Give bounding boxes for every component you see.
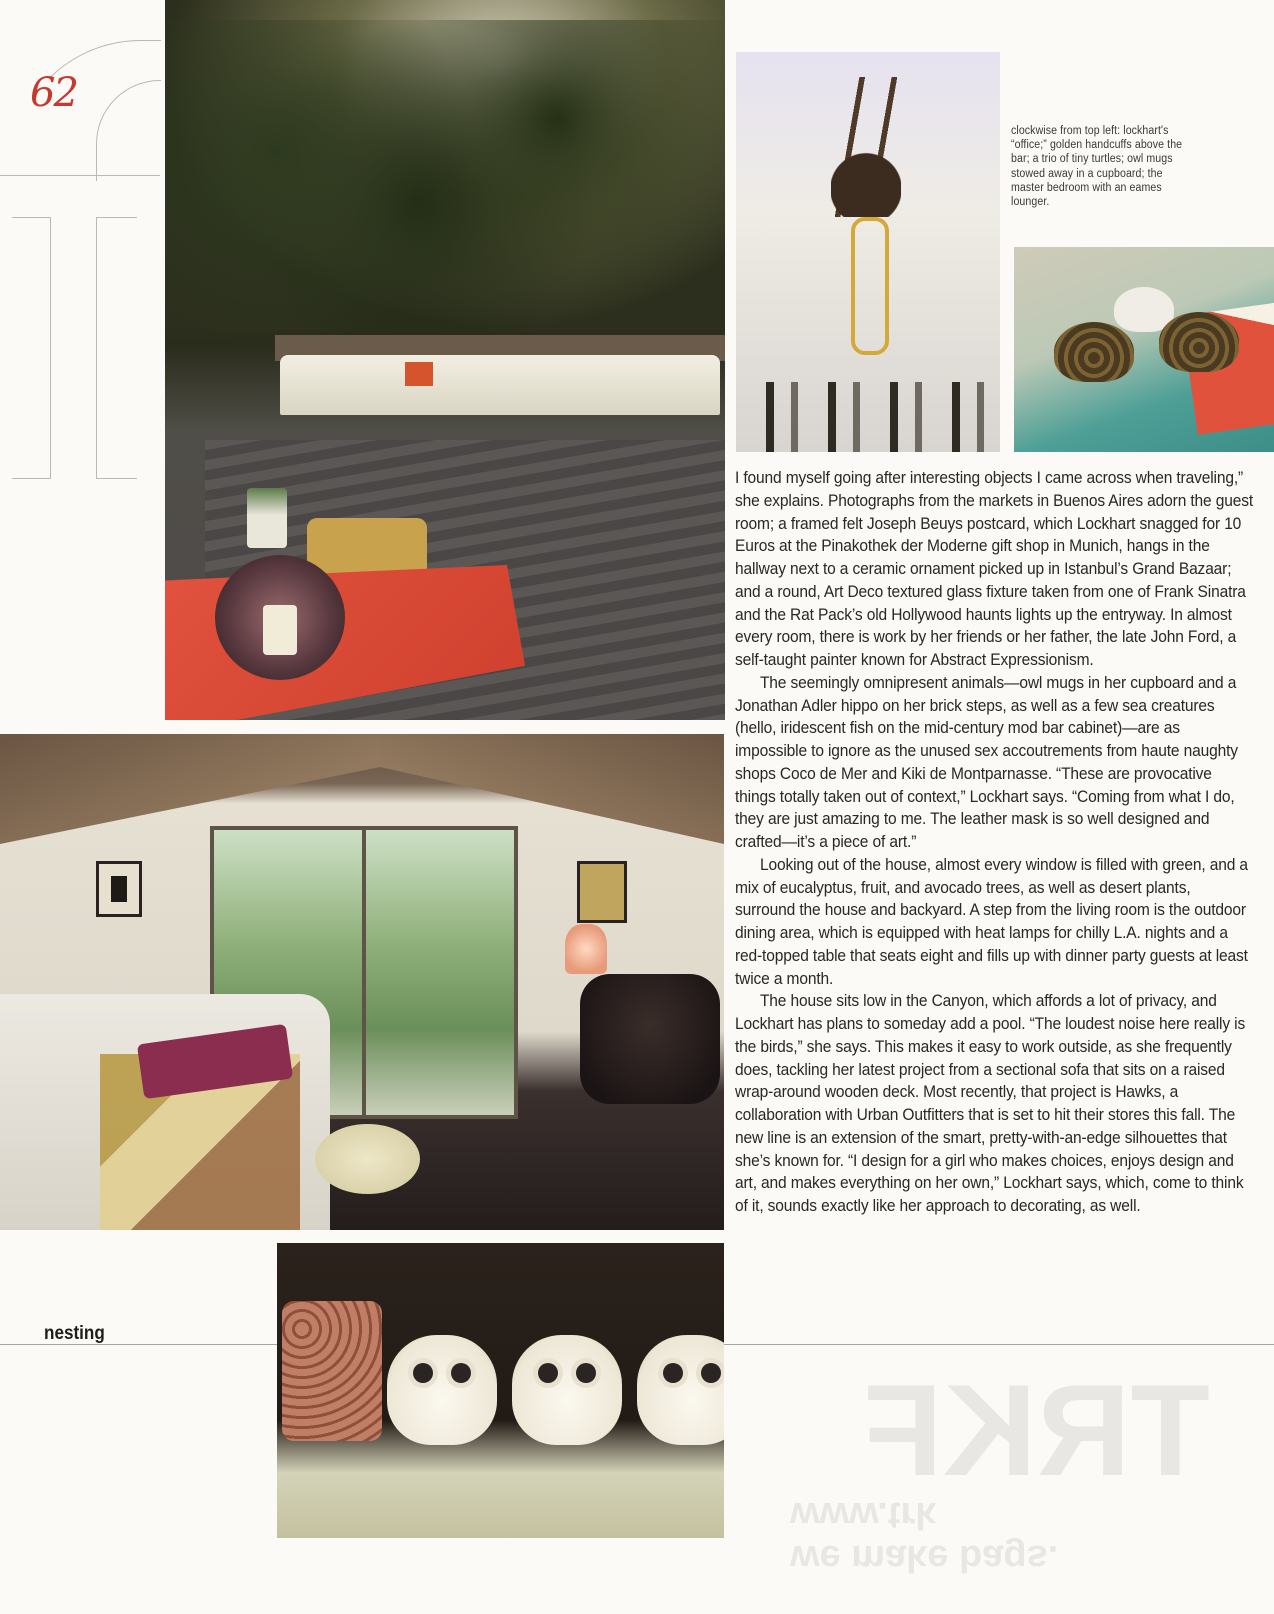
show-through-ad-brand: TRKF xyxy=(863,1357,1210,1503)
deck-photo xyxy=(165,0,725,720)
turtles-photo xyxy=(1014,247,1274,452)
section-label: nesting xyxy=(44,1323,105,1344)
show-through-ad xyxy=(790,1355,1210,1579)
antlers-handcuffs-photo xyxy=(736,52,1000,452)
show-through-ad-tagline: we make bags. www.trk xyxy=(790,1494,1059,1579)
article-paragraph: The seemingly omnipresent animals—owl mugs in her cupboard and a Jonathan Adler hippo on her brick steps, as well as a few sea creatures (hello, iridescent fish on the mid-century mod bar cabinet)—are as impossible to ignore as the unused sex accoutrements from haute naughty shops Coco de Mer and Kiki de Montparnasse. “These are provocative things totally taken out of context,” Lockhart says. “Coming from what I do, they are just amazing to me. The leather mask is so well designed and crafted—it’s a piece of art.” xyxy=(735,673,1238,851)
bedroom-photo xyxy=(0,734,724,1230)
article-body xyxy=(735,467,1253,1218)
article-paragraph: I found myself going after interesting objects I came across when traveling,” she explains. Photographs from the markets in Buenos Aires adorn the guest room; a framed felt Joseph Beuys postcard, which Lockhart snagged for 10 Euros at the Pinakothek der Moderne gift shop in Munich, hangs in the hallway next to a ceramic ornament picked up in Istanbul’s Grand Bazaar; and a round, Art Deco textured glass fixture taken from one of Frank Sinatra and the Rat Pack’s old Hollywood haunts lights up the entryway. In almost every room, there is work by her friends or her father, the late John Ford, a self-taught painter known for Abstract Expressionism. xyxy=(735,469,1254,669)
photo-caption: clockwise from top left: lockhart's “office;” golden handcuffs above the bar; a trio of tiny turtles; owl mugs stowed away in a cupboard; the master bedroom with an eames lounger. xyxy=(1011,125,1183,209)
article-paragraph: The house sits low in the Canyon, which affords a lot of privacy, and Lockhart has plans to someday add a pool. “The loudest noise here really is the birds,” she says. This makes it easy to work outside, as she frequently does, tackling her latest project from a sectional sofa that sits on a raised wrap-around wooden deck. Most recently, that project is Hawks, a collaboration with Urban Outfitters that is set to hit their stores this fall. The new line is an extension of the smart, pretty-with-an-edge silhouettes that she’s known for. “I design for a girl who makes choices, enjoys design and art, and makes everything on her own,” Lockhart says, which, come to think of it, sounds exactly like her approach to decorating, as well. xyxy=(735,992,1246,1215)
article-paragraph: Looking out of the house, almost every window is filled with green, and a mix of eucalyptus, fruit, and avocado trees, as well as desert plants, surround the house and backyard. A step from the living room is the outdoor dining area, which is equipped with heat lamps for chilly L.A. nights and a red-topped table that seats eight and fills up with dinner party guests at least twice a month. xyxy=(735,855,1248,988)
owl-mugs-photo xyxy=(277,1243,724,1538)
page-number: 62 xyxy=(30,70,77,116)
